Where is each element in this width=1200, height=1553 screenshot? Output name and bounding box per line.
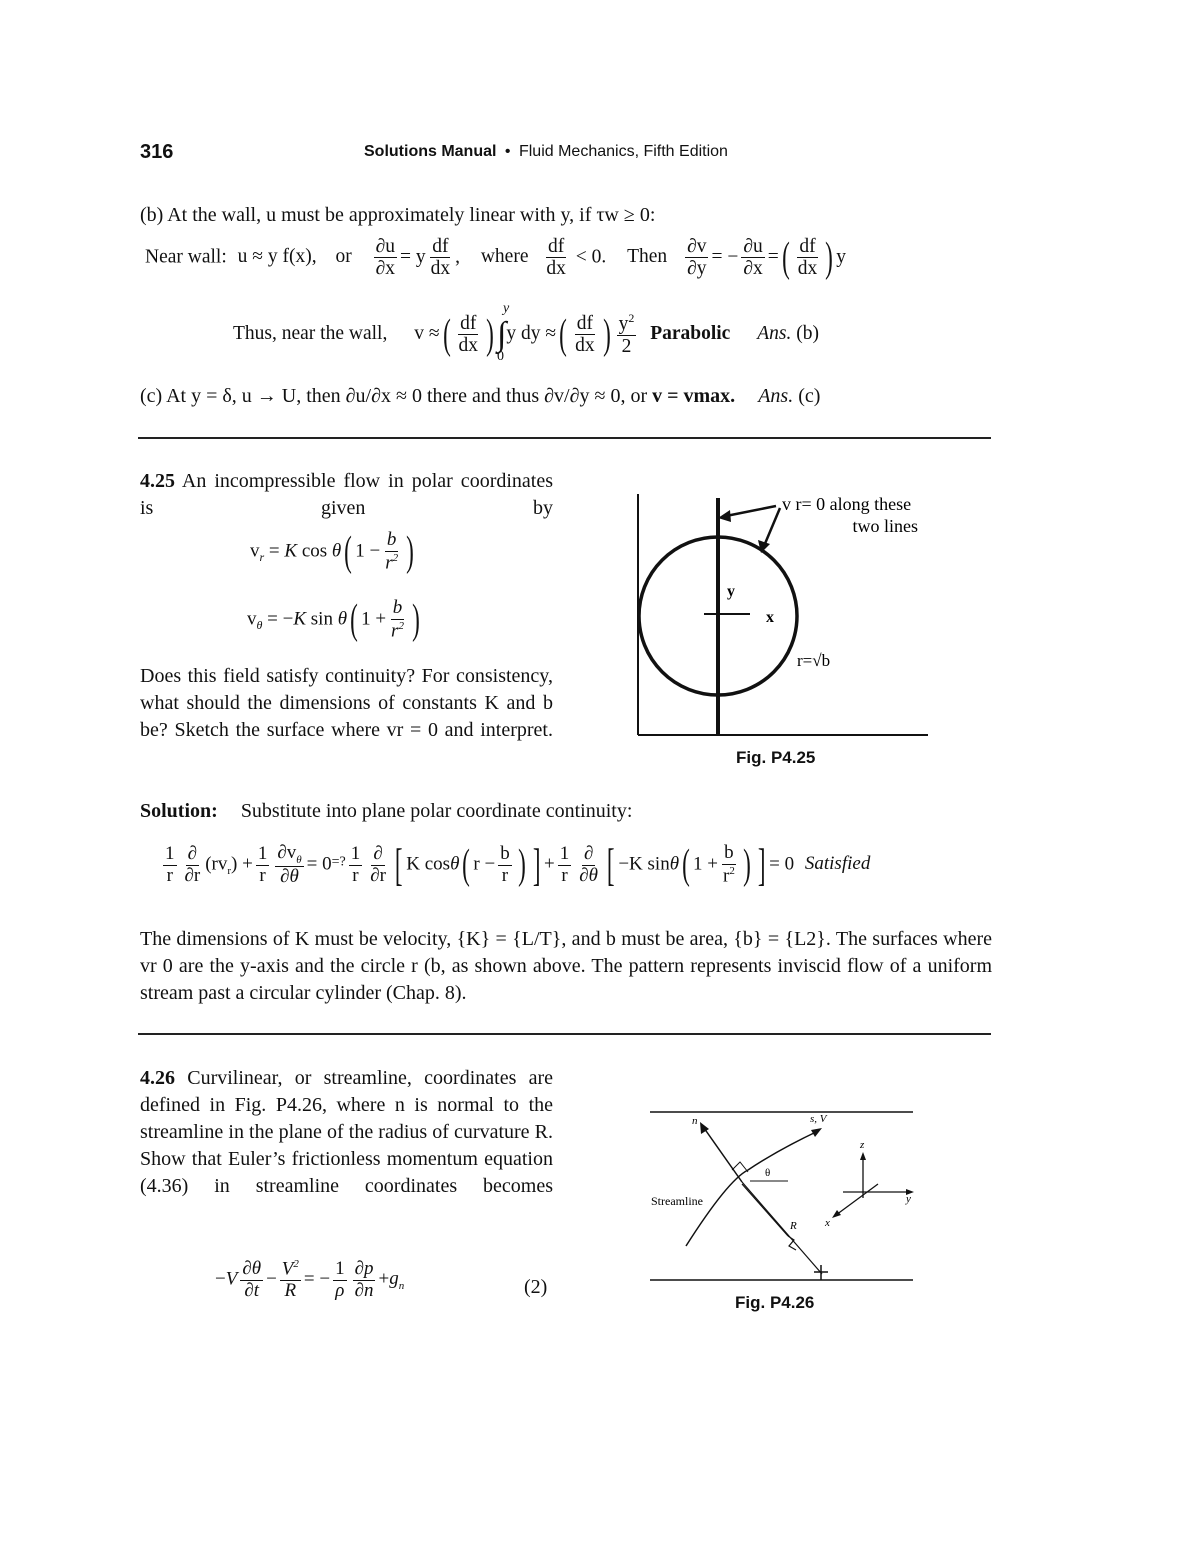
problem-425-statement-2: Does this field satisfy continuity? For consistency, what should the dimensions of constants K and b be? Sketch the surface where vr = 0 and interpret. — [140, 665, 553, 741]
part-b-intro: (b) At the wall, u must be approximately linear with y, if τw ≥ 0: — [140, 204, 656, 226]
theta-label: θ — [765, 1167, 771, 1179]
z-arrowhead-icon — [860, 1152, 866, 1160]
part-c-result: v = vmax. — [652, 385, 736, 407]
vtheta-equation: $v_\theta = -K$ sin θ( 1 + $\frac{b}{r^2}$ ) — [247, 597, 420, 644]
du-dx-fraction: $\frac{\partial u}{\partial x}$ — [375, 236, 395, 280]
euler-streamline-equation: −V $\frac{\partial\theta}{\partial t}$ − $\frac{V^2}{R}$ = − $\frac{1}{\rho}$ $\frac{\partial p}{\partial n}$ $+g_n$ — [215, 1257, 405, 1302]
eq-number-2: (2) — [524, 1276, 548, 1298]
df-dx-fraction: $\frac{df}{dx}$ — [430, 236, 451, 280]
radius-label: r=√b — [797, 651, 831, 670]
figure-p426 — [648, 1100, 918, 1290]
dv-dy-fraction: $\frac{\partial v}{\partial y}$ — [687, 236, 707, 280]
normal-n-line — [704, 1128, 742, 1182]
y-axis-label: y — [906, 1193, 911, 1205]
ans-label-c: Ans. — [758, 385, 794, 407]
r-label: R — [790, 1220, 797, 1232]
continuity-equation: $\frac{1}{r}$ $\frac{\partial}{\partial r}$ $(rv_r)$ + $\frac{1}{r}$ $\frac{\partial v_\theta}{\partial\theta}$ = 0=? $\frac{1}{r}$ $\frac{\partial}{\partial r}$ [ K cosθ( r − $\frac{b}{r}$ ) ] + $\frac{1}{r}$ $\frac{\partial}{\partial\theta}$ [ −K sinθ( 1 + $\frac{b}{r^2}$ ) ] = 0 Satisfied — [165, 839, 871, 890]
problem-426-statement — [140, 1065, 553, 1227]
where-word: where — [480, 246, 529, 268]
s-v-label: s, V — [810, 1113, 827, 1125]
then-word: Then — [627, 246, 668, 268]
header-bullet: • — [504, 143, 511, 160]
near-wall-approx: u ≈ y f(x), — [237, 246, 317, 268]
part-c — [140, 385, 820, 408]
problem-426-text: Curvilinear, or streamline, coordinates are defined in Fig. P4.26, where n is normal to the streamline in the plane of the radius of curvature R. Show that Euler’s frictionless momentum equation (4.36) in streamline coordinates becomes — [140, 1067, 553, 1197]
x-arrowhead-icon — [832, 1210, 841, 1218]
problem-425-statement — [140, 468, 553, 522]
ans-tag-b: (b) — [796, 323, 819, 345]
thus-near-wall-equation: Thus, near the wall, v ≈( $\frac{df}{dx}$ )∫ y 0 y dy ≈( $\frac{df}{dx}$ ) $\frac{y^2}{2}$ Parabolic Ans. (b) — [233, 300, 819, 364]
problem-426-number: 4.26 — [140, 1067, 175, 1089]
book-title: Solutions Manual — [364, 143, 497, 160]
page-number: 316 — [140, 141, 174, 163]
z-axis-label: z — [860, 1139, 865, 1151]
arrow-to-circle — [764, 508, 780, 546]
caption-p425: Fig. P4.25 — [736, 748, 816, 767]
arrow-to-axis — [726, 506, 776, 516]
du-dx-fraction-2: $\frac{\partial u}{\partial x}$ — [743, 236, 763, 280]
running-header — [364, 143, 728, 161]
or-word: or — [335, 246, 352, 268]
solution-line — [140, 800, 632, 823]
n-label: n — [692, 1115, 698, 1127]
axis-x-label: x — [766, 609, 774, 626]
caption-p426: Fig. P4.26 — [735, 1293, 815, 1312]
part-c-text: (c) At y = δ, u → U, then ∂u/∂x ≈ 0 there and thus ∂v/∂y ≈ 0, or — [140, 385, 648, 407]
x-axis-label: x — [825, 1217, 830, 1229]
df-dx-fraction-5: $\frac{df}{dx}$ — [575, 312, 595, 357]
header-subtitle: Fluid Mechanics, Fifth Edition — [518, 143, 728, 160]
radius-line — [742, 1184, 788, 1236]
section-divider-2 — [138, 1033, 991, 1035]
section-divider-1 — [138, 437, 991, 439]
df-dx-fraction-3: $\frac{df}{dx}$ — [797, 236, 818, 280]
problem-425-conclusion: The dimensions of K must be velocity, {K} = {L/T}, and b must be area, {b} = {L2}. The surfaces where vr 0 are the y-axis and the circle r (b, as shown above. The pattern represents inviscid flow of a uniform stream past a circular cylinder (Chap. 8). — [140, 928, 992, 1004]
problem-425-number: 4.25 — [140, 470, 175, 492]
streamline-arrowhead-icon — [811, 1128, 822, 1137]
near-wall-label: Near wall: — [145, 246, 227, 268]
parabolic-label: Parabolic — [650, 323, 731, 345]
ans-tag-c: (c) — [798, 385, 821, 407]
solution-label: Solution: — [140, 800, 218, 822]
streamline-label: Streamline — [651, 1194, 703, 1208]
vr-label-line2: two lines — [852, 516, 918, 536]
thus-label: Thus, near the wall, — [233, 323, 388, 345]
near-wall-equation: Near wall: u ≈ y f(x), or $\frac{\partial u}{\partial x}$ = y $\frac{df}{dx}$ , where $\frac{df}{dx}$ < 0. Then $\frac{\partial v}{\partial y}$ = − $\frac{\partial u}{\partial x}$ =( $\frac{df}{dx}$ ) y — [145, 234, 846, 281]
vr-equation: $v_r = K$ cos θ( 1 − $\frac{b}{r^2}$ ) — [250, 529, 414, 576]
ans-label-b: Ans. — [757, 323, 792, 345]
satisfied-label: Satisfied — [804, 853, 871, 875]
axis-y-label: y — [727, 583, 735, 600]
solution-text: Substitute into plane polar coordinate continuity: — [240, 800, 633, 822]
x-axis-diag — [836, 1184, 878, 1215]
y2-over-2: $\frac{y^2}{2}$ — [618, 311, 635, 357]
df-dx-fraction-4: $\frac{df}{dx}$ — [458, 312, 479, 357]
lt-zero: < 0. — [575, 246, 607, 268]
figure-p425 — [630, 488, 940, 778]
vr-label-line1: v r= 0 along these — [782, 494, 912, 514]
integral-sign: ∫ y 0 — [497, 300, 510, 364]
problem-425-statement-1: An incompressible flow in polar coordinates is given by — [140, 470, 553, 519]
normal-lower — [742, 1182, 822, 1274]
df-dx-fraction-2: $\frac{df}{dx}$ — [546, 236, 566, 280]
